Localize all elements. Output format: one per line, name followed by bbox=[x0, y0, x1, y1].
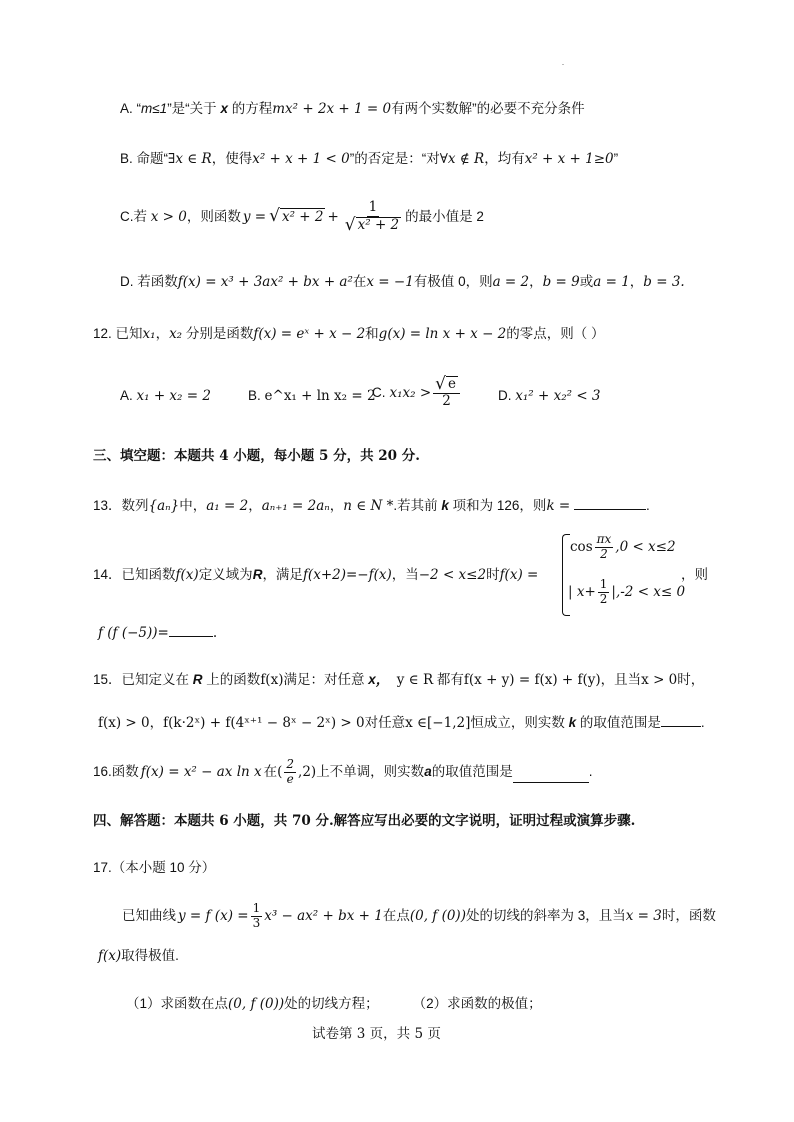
q11-option-b: B. 命题“∃x ∈ R，使得x² + x + 1 < 0”的否定是：“对∀x ∉ R，均有x² + x + 1≥0” bbox=[120, 151, 619, 167]
q14-line1: 14．已知函数f(x)定义域为R，满足f(x+2)=−f(x)，当−2 < x≤2时f(x) = bbox=[93, 567, 539, 583]
q16: 16. 函数 f(x) = x² − ax ln x 在 ( $\frac{2}{e}$ ,2) 上不单调，则实数 a 的取值范围是 . bbox=[93, 757, 593, 786]
fraction: $\frac{2}{e}$ bbox=[286, 757, 295, 786]
q12-option-c: C. x₁x₂ > √ e 2 bbox=[372, 376, 462, 410]
q17-heading: 17.（本小题 10 分） bbox=[93, 860, 216, 875]
q13: 13．数列{aₙ}中，a₁ = 2，aₙ₊₁ = 2aₙ，n ∈ N *.若其前 k 项和为 126，则k = . bbox=[93, 498, 650, 514]
q14-tail: ，则 bbox=[681, 567, 708, 582]
page-footer: 试卷第 3 页，共 5 页 bbox=[312, 1026, 441, 1042]
q17-line2: f(x)取得极值. bbox=[98, 948, 179, 964]
answer-blank[interactable] bbox=[513, 770, 589, 783]
sqrt-expression: √ x² + 2 bbox=[269, 206, 324, 227]
q14-line2: f (f (−5))= . bbox=[98, 625, 218, 641]
piecewise-case-2: | x+ $\frac{1}{2}$ |,-2 < x≤ 0 bbox=[568, 577, 686, 606]
q12-option-a: A. x₁ + x₂ = 2 bbox=[120, 388, 211, 404]
section-4-heading: 四、解答题：本题共 6 小题，共 70 分.解答应写出必要的文字说明，证明过程或演算步骤. bbox=[93, 813, 636, 829]
q12-option-b: B. e^x₁ + ln x₂ = 2 bbox=[248, 388, 376, 404]
q15-line2: f(x) > 0，f(k·2ˣ) + f(4ˣ⁺¹ − 8ˣ − 2ˣ) > 0对任意x ∈[−1,2]恒成立，则实数 k 的取值范围是 . bbox=[98, 715, 705, 731]
scan-speck bbox=[562, 64, 564, 65]
q11-option-a: A. “m≤1”是“关于 x 的方程mx² + 2x + 1 = 0有两个实数解”的必要不充分条件 bbox=[120, 101, 585, 117]
answer-blank[interactable] bbox=[661, 714, 701, 727]
q11-option-c: C. 若 x > 0 ，则函数 y = √ x² + 2 + 1 √ x² + 2 的最小值是 2 bbox=[120, 199, 484, 235]
q17-line1: 已知曲线 y = f (x) = $\frac{1}{3}$ x³ − ax² + bx + 1 在点 (0, f (0)) 处的切线的斜率为 3，且当 x = 3 时，函数 bbox=[122, 901, 716, 930]
q17-subquestions: （1）求函数在点(0, f (0))处的切线方程； （2）求函数的极值； bbox=[126, 996, 542, 1012]
piecewise-case-1: cos $\frac{\pi x}{2}$ ,0 < x≤2 bbox=[570, 532, 676, 561]
answer-blank[interactable] bbox=[574, 497, 646, 510]
fraction: √ e 2 bbox=[433, 376, 460, 410]
q12-option-d: D. x₁² + x₂² < 3 bbox=[498, 388, 601, 404]
q15-line1: 15．已知定义在 R 上的函数f(x)满足：对任意 x， y ∈ R 都有f(x + y) = f(x) + f(y)，且当x > 0时， bbox=[93, 672, 705, 688]
answer-blank[interactable] bbox=[169, 624, 213, 637]
q12-stem: 12. 已知x₁，x₂ 分别是函数f(x) = eˣ + x − 2和g(x) = ln x + x − 2的零点，则（ ） bbox=[93, 326, 605, 342]
section-3-heading: 三、填空题：本题共 4 小题，每小题 5 分，共 20 分. bbox=[93, 448, 420, 464]
fraction: 1 √ x² + 2 bbox=[344, 199, 400, 235]
fraction: $\frac{1}{3}$ bbox=[252, 901, 261, 930]
q11-option-d: D. 若函数f(x) = x³ + 3ax² + bx + a²在x = −1有极值 0，则a = 2，b = 9或a = 1，b = 3. bbox=[120, 274, 685, 290]
